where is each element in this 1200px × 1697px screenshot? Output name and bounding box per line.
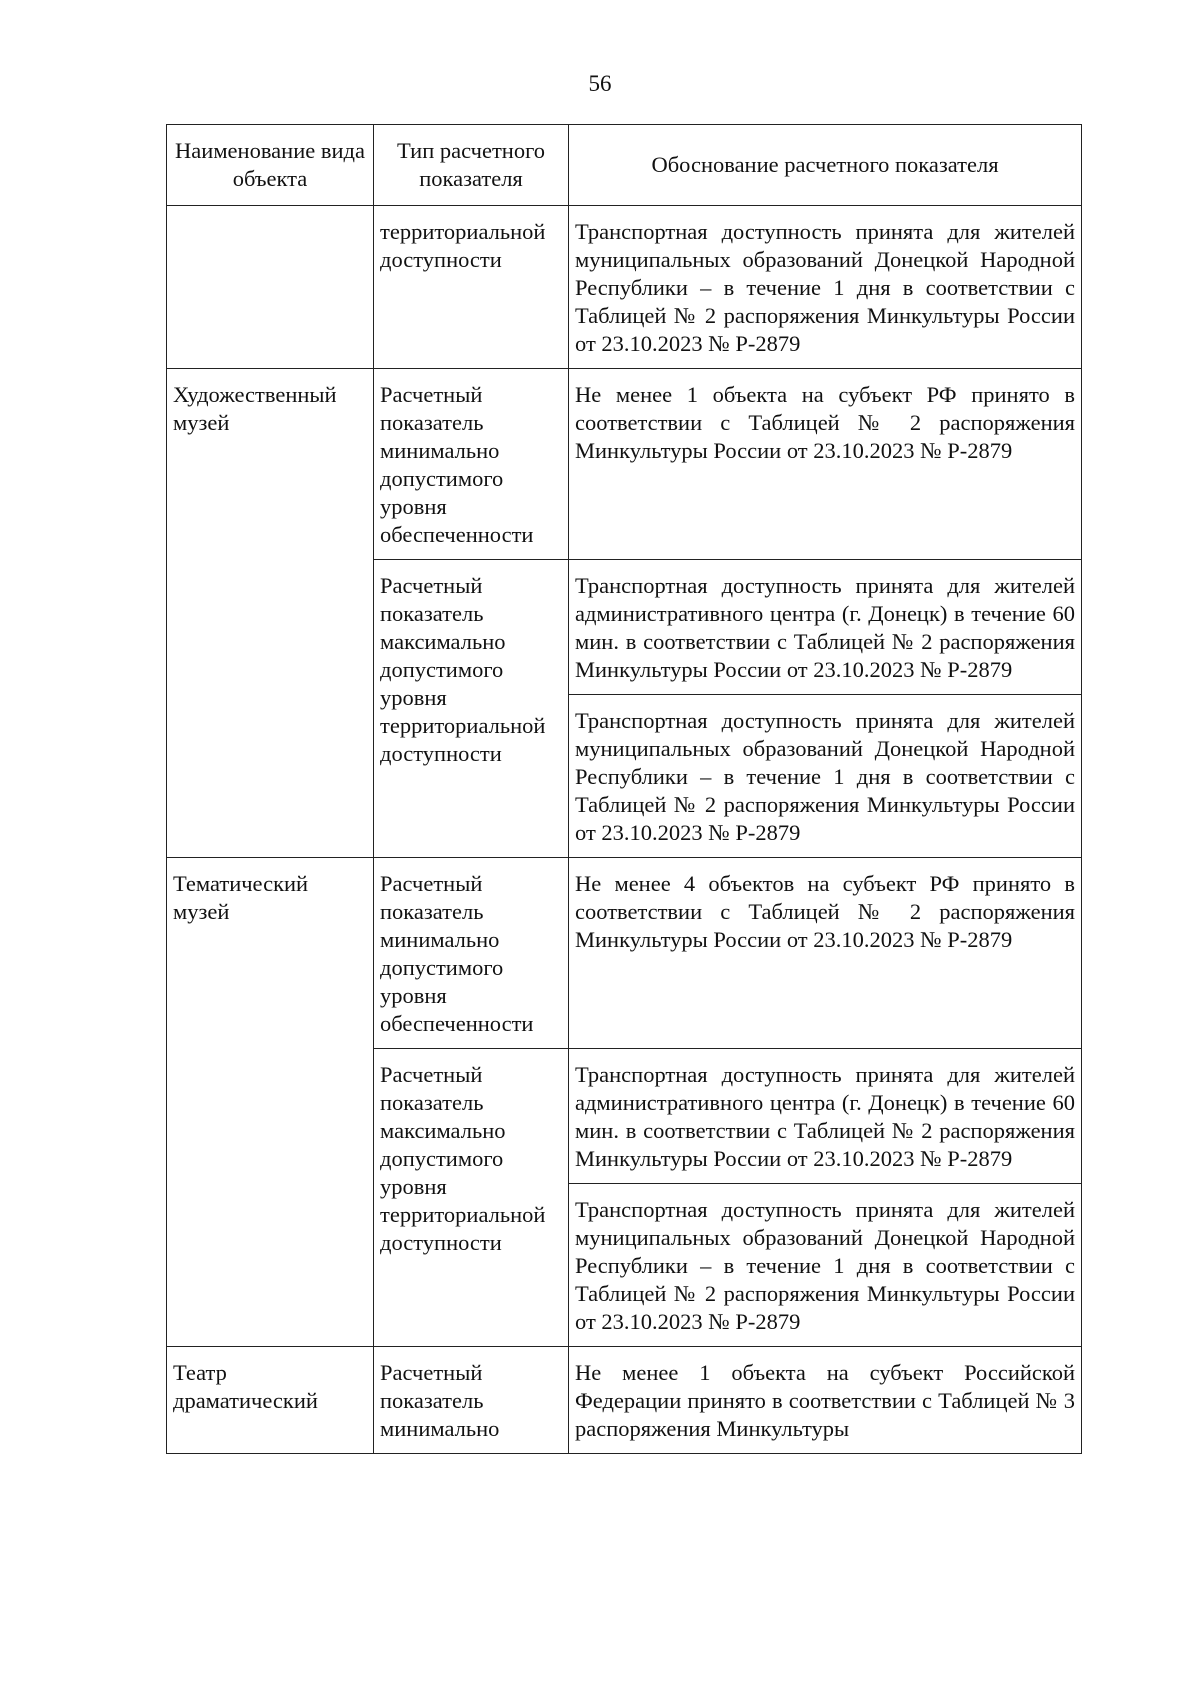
table-row [167, 858, 1082, 1049]
indicator-type-cell: Расчетный показатель максимально допустимого уровня территориальной доступности [374, 560, 569, 858]
justification-cell: Транспортная доступность принята для жителей административного центра (г. Донецк) в течение 60 мин. в соответствии с Таблицей № 2 распоряжения Минкультуры России от 23.10.2023 № Р-2879 [569, 560, 1082, 695]
table-row [167, 206, 1082, 369]
justification-cell: Транспортная доступность принята для жителей муниципальных образований Донецкой Народной Республики – в течение 1 дня в соответствии с Таблицей № 2 распоряжения Минкультуры России от 23.10.2023 № Р-2879 [569, 206, 1082, 369]
object-name-cell: Тематический музей [167, 858, 374, 1347]
justification-cell: Не менее 1 объекта на субъект Российской Федерации принято в соответствии с Таблицей № 3 распоряжения Минкультуры [569, 1347, 1082, 1454]
table-row [167, 369, 1082, 560]
object-name-cell [167, 206, 374, 369]
justification-cell: Не менее 1 объекта на субъект РФ принято в соответствии с Таблицей № 2 распоряжения Минкультуры России от 23.10.2023 № Р-2879 [569, 369, 1082, 560]
header-indicator-type: Тип расчетного показателя [374, 125, 569, 206]
indicator-type-cell: Расчетный показатель минимально допустимого уровня обеспеченности [374, 858, 569, 1049]
indicator-type-cell: Расчетный показатель минимально допустимого уровня обеспеченности [374, 369, 569, 560]
page-number: 56 [588, 71, 612, 96]
table-row [167, 1347, 1082, 1454]
table-header-row [167, 125, 1082, 206]
justification-cell: Транспортная доступность принята для жителей муниципальных образований Донецкой Народной Республики – в течение 1 дня в соответствии с Таблицей № 2 распоряжения Минкультуры России от 23.10.2023 № Р-2879 [569, 695, 1082, 858]
indicators-table [166, 124, 1082, 1454]
indicator-type-cell: территориальной доступности [374, 206, 569, 369]
header-object-name: Наименование вида объекта [167, 125, 374, 206]
indicator-type-cell: Расчетный показатель максимально допустимого уровня территориальной доступности [374, 1049, 569, 1347]
object-name-cell: Театр драматический [167, 1347, 374, 1454]
justification-cell: Не менее 4 объектов на субъект РФ принято в соответствии с Таблицей № 2 распоряжения Минкультуры России от 23.10.2023 № Р-2879 [569, 858, 1082, 1049]
header-justification: Обоснование расчетного показателя [569, 125, 1082, 206]
indicator-type-cell: Расчетный показатель минимально [374, 1347, 569, 1454]
object-name-cell: Художественный музей [167, 369, 374, 858]
justification-cell: Транспортная доступность принята для жителей муниципальных образований Донецкой Народной Республики – в течение 1 дня в соответствии с Таблицей № 2 распоряжения Минкультуры России от 23.10.2023 № Р-2879 [569, 1184, 1082, 1347]
justification-cell: Транспортная доступность принята для жителей административного центра (г. Донецк) в течение 60 мин. в соответствии с Таблицей № 2 распоряжения Минкультуры России от 23.10.2023 № Р-2879 [569, 1049, 1082, 1184]
